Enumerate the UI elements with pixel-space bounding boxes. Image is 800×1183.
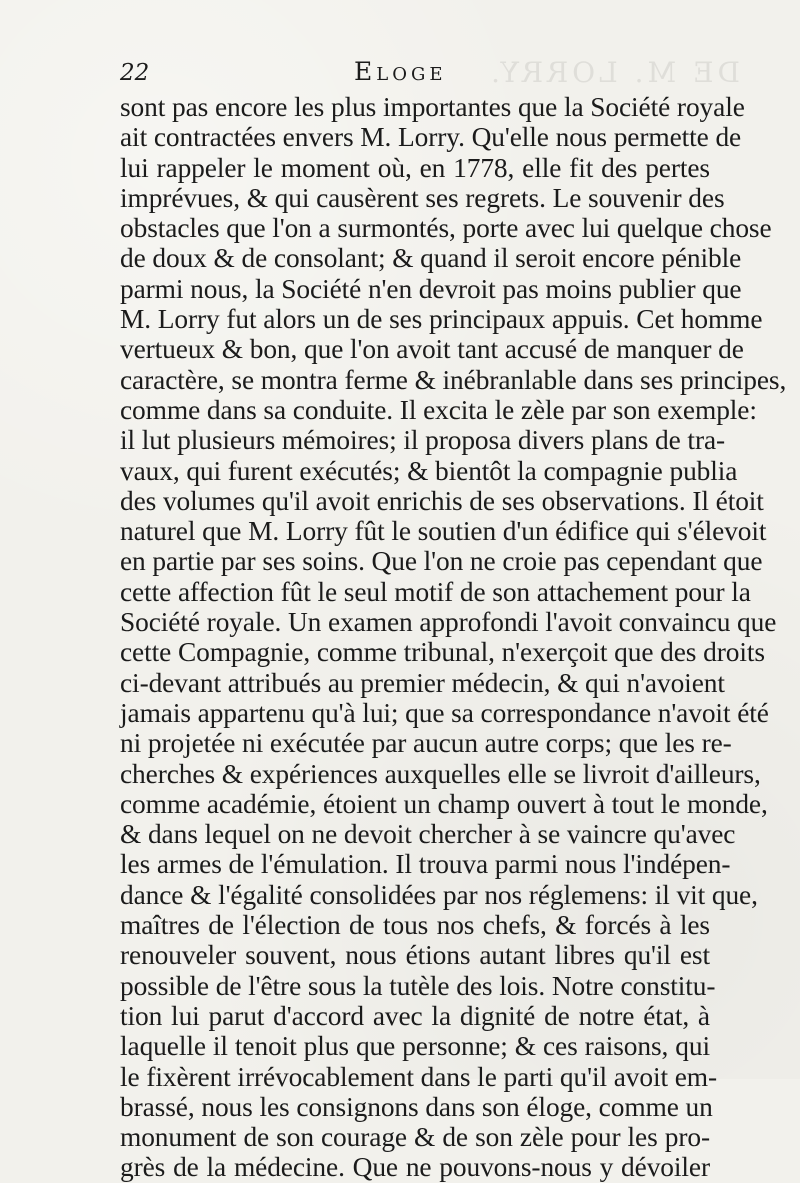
text-line: laquelle il tenoit plus que personne; & ces raisons, qui bbox=[120, 1031, 710, 1062]
text-line: le fixèrent irrévocablement dans le parti qu'il avoit em- bbox=[120, 1061, 718, 1092]
text-line: comme dans sa conduite. Il excita le zèle par son exemple: bbox=[120, 394, 757, 425]
text-line: en partie par ses soins. Que l'on ne croie pas cependant que bbox=[120, 546, 763, 577]
text-line: cette affection fût le seul motif de son attachement pour la bbox=[120, 576, 751, 607]
text-line: grès de la médecine. Que ne pouvons-nous y dévoiler bbox=[120, 1152, 710, 1183]
text-line: Société royale. Un examen approfondi l'avoit convaincu que bbox=[120, 607, 777, 638]
text-line: M. Lorry fut alors un de ses principaux appuis. Cet homme bbox=[120, 304, 763, 335]
text-line: cette Compagnie, comme tribunal, n'exerçoit que des droits bbox=[120, 637, 765, 668]
text-line: vaux, qui furent exécutés; & bientôt la compagnie publia bbox=[120, 455, 738, 486]
text-line: les armes de l'émulation. Il trouva parmi nous l'indépen- bbox=[120, 849, 731, 880]
text-line: naturel que M. Lorry fût le soutien d'un édifice qui s'élevoit bbox=[120, 516, 767, 547]
text-line: ci-devant attribués au premier médecin, & qui n'avoient bbox=[120, 667, 725, 698]
text-line: renouveler souvent, nous étions autant libres qu'il est bbox=[120, 940, 710, 971]
text-line: possible de l'être sous la tutèle des lois. Notre constitu- bbox=[120, 970, 716, 1001]
body-text bbox=[120, 92, 787, 1183]
text-line: il lut plusieurs mémoires; il proposa divers plans de tra- bbox=[120, 425, 726, 456]
text-line: obstacles que l'on a surmontés, porte avec lui quelque chose bbox=[120, 213, 772, 244]
text-line: de doux & de consolant; & quand il seroit encore pénible bbox=[120, 243, 742, 274]
text-line: brassé, nous les consignons dans son éloge, comme un bbox=[120, 1091, 713, 1122]
text-line: jamais appartenu qu'à lui; que sa correspondance n'avoit été bbox=[120, 697, 769, 728]
text-line: ait contractées envers M. Lorry. Qu'elle nous permette de bbox=[120, 122, 742, 153]
text-line: tion lui parut d'accord avec la dignité de notre état, à bbox=[120, 1000, 710, 1031]
text-line: imprévues, & qui causèrent ses regrets. Le souvenir des bbox=[120, 182, 725, 213]
text-line: comme académie, étoient un champ ouvert à tout le monde, bbox=[120, 788, 768, 819]
text-line: lui rappeler le moment où, en 1778, elle fit des pertes bbox=[120, 152, 710, 183]
text-line: & dans lequel on ne devoit chercher à se vaincre qu'avec bbox=[120, 819, 736, 850]
text-line: caractère, se montra ferme & inébranlable dans ses principes, bbox=[120, 364, 787, 395]
text-line: ni projetée ni exécutée par aucun autre corps; que les re- bbox=[120, 728, 732, 759]
text-line: sont pas encore les plus importantes que la Société royale bbox=[120, 92, 745, 122]
bleed-through-header: DE M. LORRY. bbox=[487, 56, 740, 89]
page-number: 22 bbox=[120, 60, 150, 86]
text-line: des volumes qu'il avoit enrichis de ses observations. Il étoit bbox=[120, 485, 764, 516]
text-line: cherches & expériences auxquelles elle se livroit d'ailleurs, bbox=[120, 758, 761, 789]
running-head: Eloge bbox=[354, 57, 447, 86]
text-line: maîtres de l'élection de tous nos chefs, & forcés à les bbox=[120, 910, 710, 941]
text-line: vertueux & bon, que l'on avoit tant accusé de manquer de bbox=[120, 334, 744, 365]
text-line: monument de son courage & de son zèle pour les pro- bbox=[120, 1122, 710, 1153]
text-line: dance & l'égalité consolidées par nos réglemens: il vit que, bbox=[120, 879, 758, 910]
text-line: parmi nous, la Société n'en devroit pas moins publier que bbox=[120, 273, 742, 304]
